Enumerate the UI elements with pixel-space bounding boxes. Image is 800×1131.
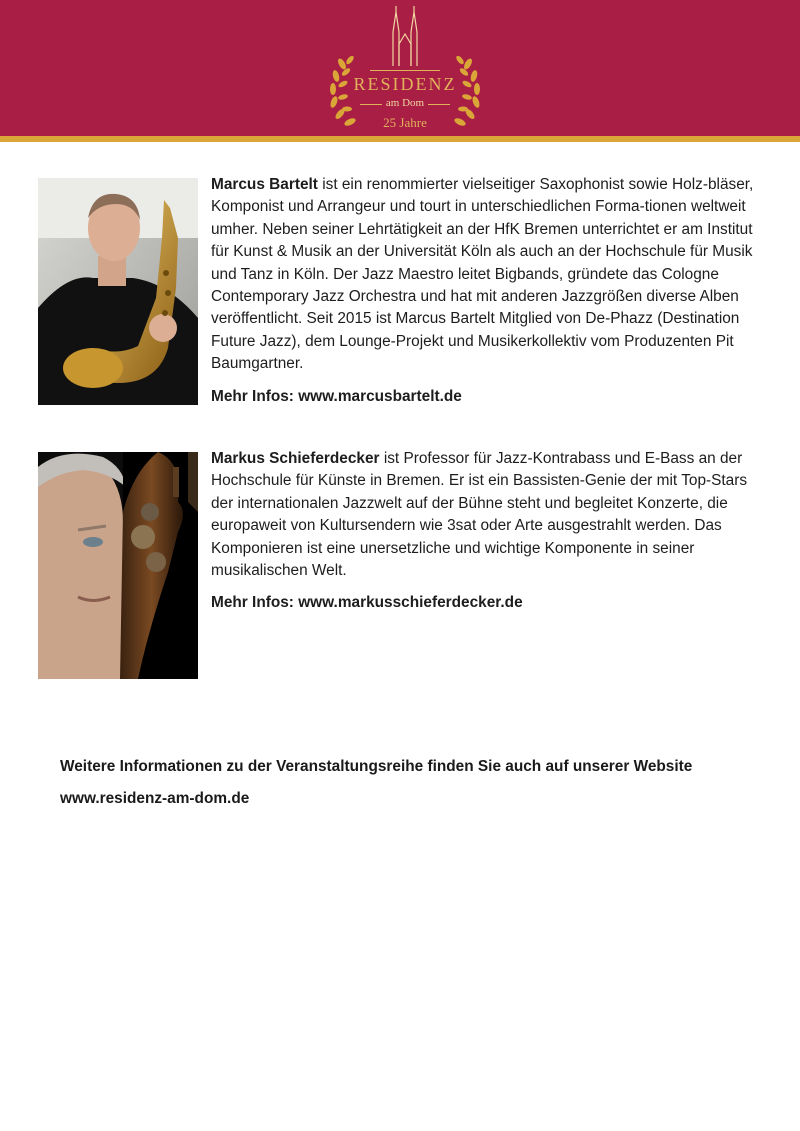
residenz-logo bbox=[320, 4, 490, 134]
bio-name: Markus Schieferdecker bbox=[211, 450, 380, 467]
bio-text-markus-schieferdecker bbox=[211, 448, 756, 615]
bio-description: ist Professor für Jazz-Kontrabass und E-Bass an der Hochschule für Künste in Bremen. Er ist ein Bassisten-Genie der mit Top-Stars der internationalen Jazzwelt auf der Bühne steht und begleitet Konzerte, die europaweit von Kultursendern wie 3sat oder Arte ausgestrahlt werden. Das Komponieren ist eine unersetzliche und wichtige Komponente in seiner musikalischen Welt. bbox=[211, 450, 748, 580]
logo-divider-right bbox=[428, 104, 450, 105]
logo-subtitle: am Dom bbox=[385, 97, 425, 109]
footer-website-link[interactable]: www.residenz-am-dom.de bbox=[60, 790, 250, 807]
logo-name: RESIDENZ bbox=[353, 74, 457, 94]
logo-divider-top bbox=[370, 70, 440, 71]
bio-text-marcus-bartelt bbox=[211, 174, 756, 408]
bio-description: ist ein renommierter vielseitiger Saxophonist sowie Holz-bläser, Komponist und Arrangeur und tourt in unterschiedlichen Forma-tionen weltweit umher. Neben seiner Lehrtätigkeit an der HfK Bremen unterrichtet er am Institut für Kunst & Musik an der Universität Köln als auch an der Hochschule für Musik und Tanz in Köln. Der Jazz Maestro leitet Bigbands, gründete das Cologne Contemporary Jazz Orchestra und hat mit anderen Jazzgrößen diverse Alben veröffentlicht. Seit 2015 ist Marcus Bartelt Mitglied von De-Phazz (Destination Future Jazz), dem Lounge-Projekt und Musikerkollektiv vom Produzenten Pit Baumgartner. bbox=[211, 176, 754, 373]
photo-marcus-bartelt bbox=[38, 178, 198, 405]
header-banner bbox=[0, 0, 800, 136]
footer-info-text: Weitere Informationen zu der Veranstaltungsreihe finden Sie auch auf unserer Website bbox=[60, 758, 693, 775]
logo-anniversary: 25 Jahre bbox=[383, 115, 427, 130]
more-info-link[interactable]: Mehr Infos: www.markusschieferdecker.de bbox=[211, 594, 523, 612]
photo-markus-schieferdecker bbox=[38, 452, 198, 679]
bio-name: Marcus Bartelt bbox=[211, 176, 318, 193]
more-info-link[interactable]: Mehr Infos: www.marcusbartelt.de bbox=[211, 387, 462, 405]
header-gold-stripe bbox=[0, 136, 800, 142]
